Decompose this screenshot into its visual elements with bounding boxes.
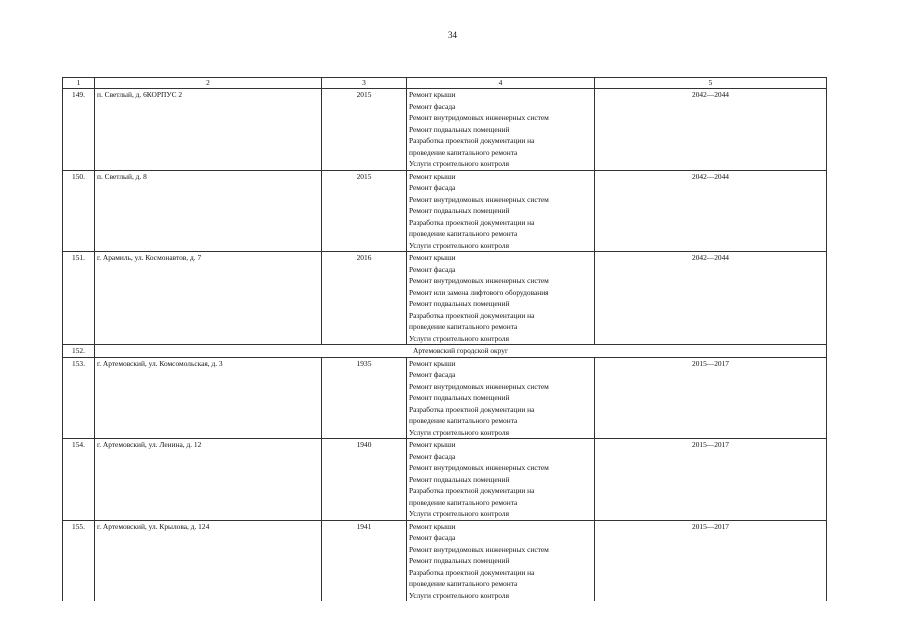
repair-work-item: Ремонт фасада xyxy=(409,533,456,542)
table-row xyxy=(63,439,827,521)
repair-work-item: Ремонт внутридомовых инженерных систем xyxy=(409,463,549,472)
repair-period: 2042—2044 xyxy=(595,89,827,171)
row-number: 154. xyxy=(63,439,95,521)
repair-work-item: проведение капитального ремонта xyxy=(409,147,518,157)
repair-works-list xyxy=(407,439,595,521)
repair-work-item: Ремонт подвальных помещений xyxy=(409,474,510,484)
column-number-4: 4 xyxy=(407,78,595,89)
repair-period: 2015—2017 xyxy=(595,520,827,601)
repair-work-item: Разработка проектной документации на xyxy=(409,404,535,414)
repair-work-item: Ремонт внутридомовых инженерных систем xyxy=(409,381,549,391)
repair-schedule-table xyxy=(62,77,827,601)
repair-period: 2042—2044 xyxy=(595,252,827,345)
repair-works-list xyxy=(407,252,595,345)
table-row xyxy=(63,89,827,171)
repair-works-list xyxy=(407,520,595,601)
repair-period: 2042—2044 xyxy=(595,170,827,252)
building-address: п. Светлый, д. 6КОРПУС 2 xyxy=(95,89,322,171)
row-number: 150. xyxy=(63,170,95,252)
repair-work-item: проведение капитального ремонта xyxy=(409,416,518,425)
row-number: 155. xyxy=(63,520,95,601)
repair-work-item: Ремонт подвальных помещений xyxy=(409,556,510,565)
repair-work-item: Ремонт фасада xyxy=(409,101,456,111)
building-address: г. Артемовский, ул. Комсомольская, д. 3 xyxy=(95,357,322,439)
repair-work-item: Услуги строительного контроля xyxy=(409,427,509,437)
repair-work-item: Ремонт подвальных помещений xyxy=(409,299,510,308)
repair-work-item: проведение капитального ремонта xyxy=(409,497,518,507)
construction-year: 2015 xyxy=(322,89,407,171)
repair-works-list xyxy=(407,357,595,439)
repair-work-item: Ремонт подвальных помещений xyxy=(409,206,510,215)
building-address: г. Артемовский, ул. Крылова, д. 124 xyxy=(95,520,322,601)
repair-work-item: Ремонт внутридомовых инженерных систем xyxy=(409,113,549,122)
building-address: п. Светлый, д. 8 xyxy=(95,170,322,252)
repair-work-item: Разработка проектной документации на xyxy=(409,310,535,320)
repair-works-list xyxy=(407,170,595,252)
repair-work-item: Ремонт подвальных помещений xyxy=(409,393,510,402)
repair-work-item: Ремонт подвальных помещений xyxy=(409,124,510,134)
row-number: 151. xyxy=(63,252,95,345)
construction-year: 1935 xyxy=(322,357,407,439)
repair-work-item: Разработка проектной документации на xyxy=(409,567,535,577)
repair-work-item: Ремонт фасада xyxy=(409,264,456,274)
repair-work-item: Ремонт крыши xyxy=(409,90,456,99)
table-row xyxy=(63,170,827,252)
repair-works-list xyxy=(407,89,595,171)
page-number: 34 xyxy=(448,30,457,40)
repair-work-item: Ремонт крыши xyxy=(409,521,456,531)
repair-work-item: Ремонт крыши xyxy=(409,358,456,368)
repair-work-item: Ремонт фасада xyxy=(409,183,456,192)
construction-year: 1940 xyxy=(322,439,407,521)
repair-period: 2015—2017 xyxy=(595,357,827,439)
column-number-row xyxy=(63,78,827,89)
repair-work-item: Ремонт или замена лифтового оборудования xyxy=(409,287,549,297)
table-body xyxy=(63,78,827,602)
repair-work-item: Ремонт крыши xyxy=(409,171,456,181)
row-number: 153. xyxy=(63,357,95,439)
section-row xyxy=(63,345,827,358)
repair-work-item: Услуги строительного контроля xyxy=(409,240,509,250)
repair-work-item: проведение капитального ремонта xyxy=(409,229,518,238)
repair-work-item: Услуги строительного контроля xyxy=(409,509,509,518)
row-number: 152. xyxy=(63,345,95,358)
repair-work-item: Разработка проектной документации на xyxy=(409,217,535,227)
building-address: г. Артемовский, ул. Ленина, д. 12 xyxy=(95,439,322,521)
repair-work-item: Ремонт внутридомовых инженерных систем xyxy=(409,544,549,554)
repair-work-item: Ремонт внутридомовых инженерных систем xyxy=(409,194,549,204)
repair-work-item: Ремонт крыши xyxy=(409,253,456,262)
construction-year: 1941 xyxy=(322,520,407,601)
repair-work-item: Ремонт фасада xyxy=(409,370,456,379)
repair-work-item: Ремонт фасада xyxy=(409,451,456,461)
construction-year: 2016 xyxy=(322,252,407,345)
repair-work-item: проведение капитального ремонта xyxy=(409,322,518,331)
repair-work-item: проведение капитального ремонта xyxy=(409,579,518,588)
column-number-3: 3 xyxy=(322,78,407,89)
table-row xyxy=(63,252,827,345)
column-number-2: 2 xyxy=(95,78,322,89)
repair-work-item: Услуги строительного контроля xyxy=(409,159,509,168)
section-title: Артемовский городской округ xyxy=(95,345,827,358)
column-number-1: 1 xyxy=(63,78,95,89)
table-row xyxy=(63,520,827,601)
repair-period: 2015—2017 xyxy=(595,439,827,521)
row-number: 149. xyxy=(63,89,95,171)
repair-work-item: Разработка проектной документации на xyxy=(409,486,535,495)
table-row xyxy=(63,357,827,439)
repair-work-item: Разработка проектной документации на xyxy=(409,136,535,145)
repair-work-item: Ремонт внутридомовых инженерных систем xyxy=(409,276,549,285)
repair-work-item: Услуги строительного контроля xyxy=(409,590,509,600)
column-number-5: 5 xyxy=(595,78,827,89)
building-address: г. Арамиль, ул. Космонавтов, д. 7 xyxy=(95,252,322,345)
repair-work-item: Услуги строительного контроля xyxy=(409,333,509,343)
construction-year: 2015 xyxy=(322,170,407,252)
repair-work-item: Ремонт крыши xyxy=(409,440,456,449)
